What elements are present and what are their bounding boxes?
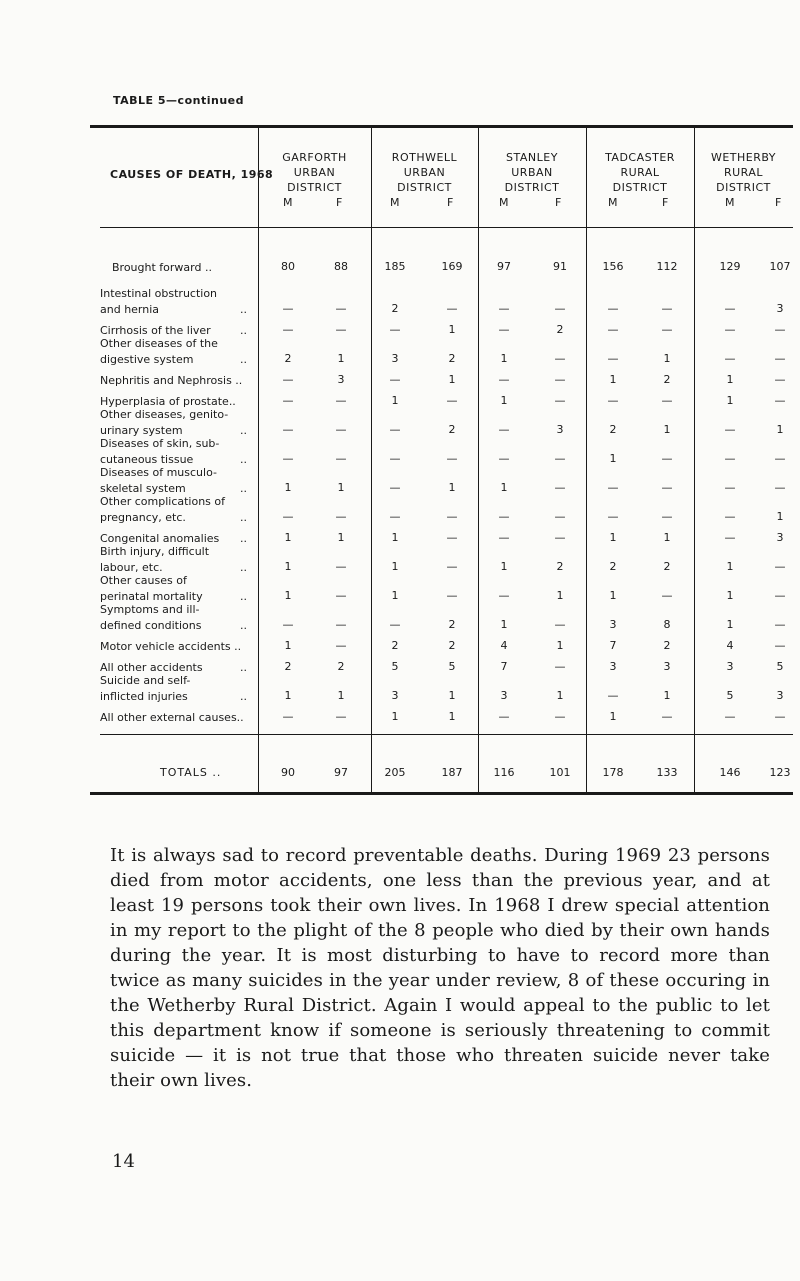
table-cell: 1 — [284, 589, 292, 602]
table-cell: 3 — [609, 618, 617, 631]
totals-cell: 187 — [441, 766, 463, 779]
table-cell: 1 — [726, 394, 734, 407]
table-cell: 1 — [284, 689, 292, 702]
cause-label-line: urinary system — [100, 424, 183, 437]
cause-label-line: Diseases of skin, sub- — [100, 437, 220, 450]
district-header — [258, 150, 371, 195]
table-cell: — — [724, 531, 736, 544]
table-cell: — — [389, 452, 401, 465]
table-cell: — — [498, 710, 510, 723]
table-cell: — — [607, 510, 619, 523]
table-cell: 1 — [284, 481, 292, 494]
table-cell: — — [446, 531, 458, 544]
table-cell: — — [554, 302, 566, 315]
cause-label — [100, 710, 270, 726]
table-cell: 7 — [609, 639, 617, 652]
table-cell: — — [335, 323, 347, 336]
district-header-line: WETHERBY — [710, 151, 777, 164]
table-cell: 3 — [337, 373, 345, 386]
totals-cell: 123 — [769, 766, 791, 779]
table-cell: — — [554, 618, 566, 631]
table-cell: 2 — [609, 560, 617, 573]
cause-label-line: All other external causes.. — [100, 711, 244, 724]
table-cell: — — [661, 589, 673, 602]
table-cell: 80 — [281, 260, 295, 273]
table-cell: — — [554, 531, 566, 544]
table-cell: 1 — [448, 481, 456, 494]
table-cell: 1 — [663, 531, 671, 544]
table-cell: — — [335, 394, 347, 407]
cause-label-line: pregnancy, etc. — [100, 511, 186, 524]
table-cell: 7 — [500, 660, 508, 673]
leader-dots: .. — [240, 303, 247, 316]
page-number: 14 — [112, 1151, 135, 1172]
table-cell: — — [661, 510, 673, 523]
table-cell: 2 — [284, 660, 292, 673]
cause-label-line: Symptoms and ill- — [100, 603, 200, 616]
table-cell: 3 — [663, 660, 671, 673]
table-cell: 1 — [726, 560, 734, 573]
table-cell: 4 — [726, 639, 734, 652]
table-cell: 1 — [609, 531, 617, 544]
leader-dots: .. — [240, 324, 247, 337]
table-cell: — — [774, 639, 786, 652]
col-divider-4 — [586, 128, 587, 792]
table-cell: 3 — [500, 689, 508, 702]
cause-label-line: Brought forward .. — [112, 261, 212, 274]
district-header-line: GARFORTH — [282, 151, 347, 164]
table-cell: 2 — [337, 660, 345, 673]
table-cell: — — [774, 373, 786, 386]
table-cell: 169 — [441, 260, 463, 273]
leader-dots: .. — [240, 690, 247, 703]
bottom-rule — [90, 792, 793, 795]
table-cell: 112 — [656, 260, 678, 273]
table-cell: — — [774, 618, 786, 631]
table-cell: — — [774, 560, 786, 573]
table-cell: 1 — [337, 481, 345, 494]
table-cell: — — [282, 423, 294, 436]
table-cell: 1 — [609, 452, 617, 465]
table-cell: — — [724, 352, 736, 365]
leader-dots: .. — [240, 661, 247, 674]
table-cell: — — [335, 510, 347, 523]
table-cell: — — [554, 660, 566, 673]
table-cell: 2 — [556, 323, 564, 336]
table-cell: — — [446, 510, 458, 523]
table-cell: — — [724, 710, 736, 723]
table-cell: — — [554, 373, 566, 386]
table-cell: — — [607, 352, 619, 365]
table-cell: — — [554, 452, 566, 465]
cause-label — [100, 436, 270, 468]
table-cell: — — [389, 510, 401, 523]
leader-dots: .. — [240, 482, 247, 495]
table-cell: — — [724, 452, 736, 465]
cause-label-line: digestive system — [100, 353, 194, 366]
table-cell: — — [498, 302, 510, 315]
cause-label-line: Suicide and self- — [100, 674, 191, 687]
cause-label — [100, 494, 270, 526]
table-cell: — — [335, 618, 347, 631]
cause-label-line: Other diseases, genito- — [100, 408, 229, 421]
col-divider-3 — [478, 128, 479, 792]
cause-label — [100, 336, 270, 368]
cause-label-line: Motor vehicle accidents .. — [100, 640, 242, 653]
table-cell: — — [607, 481, 619, 494]
table-cell: 91 — [553, 260, 567, 273]
table-cell: 1 — [448, 710, 456, 723]
cause-label-line: cutaneous tissue — [100, 453, 194, 466]
district-header-line: DISTRICT — [612, 181, 668, 194]
male-column-header: M — [608, 196, 618, 209]
table-cell: — — [498, 510, 510, 523]
table-cell: — — [389, 481, 401, 494]
female-column-header: F — [555, 196, 562, 209]
table-cell: 107 — [769, 260, 791, 273]
table-cell: — — [724, 423, 736, 436]
table-cell: 1 — [609, 710, 617, 723]
table-cell: — — [724, 481, 736, 494]
table-cell: — — [282, 618, 294, 631]
table-cell: 1 — [500, 481, 508, 494]
table-cell: 2 — [448, 352, 456, 365]
totals-cell: 146 — [719, 766, 741, 779]
table-cell: — — [335, 452, 347, 465]
table-cell: 1 — [776, 423, 784, 436]
table-cell: — — [335, 423, 347, 436]
table-cell: — — [446, 452, 458, 465]
leader-dots: .. — [240, 353, 247, 366]
table-cell: 8 — [663, 618, 671, 631]
table-cell: 3 — [776, 302, 784, 315]
totals-cell: 133 — [656, 766, 678, 779]
table-cell: — — [724, 323, 736, 336]
table-cell: — — [282, 394, 294, 407]
table-cell: 156 — [602, 260, 624, 273]
table-cell: 1 — [391, 589, 399, 602]
table-cell: 3 — [391, 352, 399, 365]
table-cell: 1 — [726, 373, 734, 386]
table-cell: — — [389, 423, 401, 436]
table-cell: 1 — [337, 689, 345, 702]
cause-label — [100, 639, 270, 655]
table-cell: 2 — [448, 639, 456, 652]
table-cell: 1 — [337, 531, 345, 544]
table-cell: 1 — [556, 639, 564, 652]
table-cell: — — [335, 560, 347, 573]
leader-dots: .. — [240, 424, 247, 437]
table-cell: 2 — [448, 618, 456, 631]
female-column-header: F — [336, 196, 343, 209]
cause-label — [100, 573, 270, 605]
table-cell: — — [498, 373, 510, 386]
table-cell: — — [607, 689, 619, 702]
table-cell: 1 — [500, 560, 508, 573]
table-cell: 1 — [726, 618, 734, 631]
district-header-line: DISTRICT — [716, 181, 771, 194]
table-cell: — — [498, 452, 510, 465]
female-column-header: F — [775, 196, 782, 209]
cause-label-line: Other complications of — [100, 495, 226, 508]
cause-label-line: labour, etc. — [100, 561, 163, 574]
table-cell: — — [282, 510, 294, 523]
table-cell: 3 — [609, 660, 617, 673]
table-cell: — — [774, 589, 786, 602]
table-cell: 2 — [663, 560, 671, 573]
table-cell: — — [335, 589, 347, 602]
table-cell: — — [607, 323, 619, 336]
totals-cell: 97 — [334, 766, 348, 779]
table-cell: — — [661, 302, 673, 315]
table-cell: — — [661, 323, 673, 336]
leader-dots: .. — [240, 532, 247, 545]
table-cell: — — [774, 394, 786, 407]
district-header — [586, 150, 694, 195]
table-title: TABLE 5—continued — [113, 94, 244, 107]
table-cell: — — [661, 394, 673, 407]
table-cell: 185 — [384, 260, 406, 273]
cause-label-line: Other diseases of the — [100, 337, 218, 350]
table-cell: — — [661, 481, 673, 494]
district-header-line: STANLEY — [506, 151, 558, 164]
cause-label-line: Congenital anomalies — [100, 532, 220, 545]
totals-cell: 116 — [493, 766, 515, 779]
cause-label — [112, 260, 282, 276]
cause-label — [100, 373, 270, 389]
table-cell: — — [554, 352, 566, 365]
district-header — [371, 150, 478, 195]
table-cell: — — [446, 302, 458, 315]
table-cell: — — [282, 302, 294, 315]
male-column-header: M — [283, 196, 293, 209]
female-column-header: F — [662, 196, 669, 209]
table-cell: 1 — [500, 618, 508, 631]
table-cell: — — [335, 302, 347, 315]
table-cell: 3 — [556, 423, 564, 436]
cause-label-line: perinatal mortality — [100, 590, 203, 603]
cause-label-line: Hyperplasia of prostate.. — [100, 395, 236, 408]
totals-cell: 205 — [384, 766, 406, 779]
district-header-line: DISTRICT — [287, 181, 342, 194]
table-cell: 1 — [391, 560, 399, 573]
district-header-line: RURAL — [620, 166, 660, 179]
table-cell: 1 — [663, 423, 671, 436]
table-cell: 5 — [776, 660, 784, 673]
table-cell: 1 — [663, 352, 671, 365]
table-cell: 1 — [609, 373, 617, 386]
leader-dots: .. — [240, 561, 247, 574]
table-cell: — — [282, 452, 294, 465]
table-cell: 1 — [284, 531, 292, 544]
table-cell: 2 — [663, 639, 671, 652]
table-cell: 1 — [776, 510, 784, 523]
table-cell: 2 — [556, 560, 564, 573]
table-cell: — — [661, 710, 673, 723]
district-header-line: URBAN — [403, 166, 446, 179]
table-cell: — — [446, 589, 458, 602]
cause-label-line: Intestinal obstruction — [100, 287, 218, 300]
table-cell: 1 — [556, 589, 564, 602]
table-cell: 1 — [663, 689, 671, 702]
table-cell: 1 — [500, 352, 508, 365]
district-header-line: DISTRICT — [397, 181, 452, 194]
cause-label-line: skeletal system — [100, 482, 186, 495]
table-cell: 2 — [391, 302, 399, 315]
table-cell: — — [282, 710, 294, 723]
cause-label-line: Nephritis and Nephrosis .. — [100, 374, 243, 387]
cause-label — [100, 602, 270, 634]
table-cell: 1 — [500, 394, 508, 407]
cause-label — [100, 407, 270, 439]
table-cell: 3 — [776, 531, 784, 544]
cause-label — [100, 286, 270, 318]
table-cell: — — [335, 710, 347, 723]
table-cell: — — [661, 452, 673, 465]
cause-label-line: Other causes of — [100, 574, 187, 587]
district-header-line: URBAN — [511, 166, 553, 179]
table-cell: — — [554, 394, 566, 407]
cause-label — [100, 465, 270, 497]
table-cell: — — [389, 323, 401, 336]
table-cell: 3 — [776, 689, 784, 702]
male-column-header: M — [390, 196, 400, 209]
table-cell: — — [774, 452, 786, 465]
table-cell: 1 — [391, 531, 399, 544]
table-cell: 1 — [448, 373, 456, 386]
table-cell: 5 — [726, 689, 734, 702]
table-cell: 2 — [663, 373, 671, 386]
table-cell: 1 — [391, 394, 399, 407]
female-column-header: F — [447, 196, 454, 209]
table-cell: — — [554, 481, 566, 494]
table-cell: — — [724, 510, 736, 523]
cause-label — [100, 673, 270, 705]
table-cell: — — [554, 510, 566, 523]
table-cell: 3 — [726, 660, 734, 673]
table-cell: 129 — [719, 260, 741, 273]
cause-label-line: Diseases of musculo- — [100, 466, 217, 479]
table-cell: — — [774, 352, 786, 365]
totals-cell: 90 — [281, 766, 295, 779]
district-header — [694, 150, 793, 195]
cause-label-line: and hernia — [100, 303, 160, 316]
table-cell: 1 — [726, 589, 734, 602]
table-cell: 1 — [284, 639, 292, 652]
leader-dots: .. — [240, 511, 247, 524]
table-cell: 1 — [391, 710, 399, 723]
table-cell: 2 — [609, 423, 617, 436]
table-cell: — — [774, 481, 786, 494]
table-cell: — — [498, 531, 510, 544]
table-cell: 5 — [448, 660, 456, 673]
table-cell: 97 — [497, 260, 511, 273]
table-cell: 3 — [391, 689, 399, 702]
cause-label-line: Cirrhosis of the liver — [100, 324, 211, 337]
table-cell: — — [607, 394, 619, 407]
table-cell: — — [607, 302, 619, 315]
body-paragraph: It is always sad to record preventable deaths. During 1969 23 persons died from motor accidents, one less than the previous year, and at least 19 persons took their own lives. In 1968 I drew special attention in my report to the plight of the 8 people who died by their own hands during the year. It is most disturbing to have to record more than twice as many suicides in the year under review, 8 of these occuring in the Wetherby Rural District. Again I would appeal to the public to let this department know if someone is seriously threatening to commit suicide — it is not true that those who threaten suicide never take their own lives. — [110, 845, 770, 1091]
table-cell: 1 — [284, 560, 292, 573]
table-cell: — — [554, 710, 566, 723]
table-cell: 88 — [334, 260, 348, 273]
cause-label — [100, 544, 270, 576]
table-cell: 1 — [337, 352, 345, 365]
table-cell: 4 — [500, 639, 508, 652]
table-cell: — — [774, 710, 786, 723]
leader-dots: .. — [240, 619, 247, 632]
cause-label-line: All other accidents — [100, 661, 203, 674]
male-column-header: M — [725, 196, 735, 209]
district-header-line: DISTRICT — [504, 181, 560, 194]
leader-dots: .. — [240, 590, 247, 603]
totals-rule — [100, 734, 793, 735]
table-cell: — — [389, 373, 401, 386]
totals-label: TOTALS .. — [160, 766, 222, 779]
table-cell: — — [774, 323, 786, 336]
table-cell: — — [498, 323, 510, 336]
table-cell: — — [446, 560, 458, 573]
header-rule — [100, 227, 793, 228]
totals-cell: 101 — [549, 766, 571, 779]
district-header-line: RURAL — [723, 166, 764, 179]
table-cell: 2 — [391, 639, 399, 652]
district-header-line: TADCASTER — [605, 151, 675, 164]
totals-cell: 178 — [602, 766, 624, 779]
male-column-header: M — [499, 196, 509, 209]
cause-label-line: inflicted injuries — [100, 690, 188, 703]
cause-label-line: Birth injury, difficult — [100, 545, 210, 558]
table-cell: 5 — [391, 660, 399, 673]
causes-header: CAUSES OF DEATH, 1968 — [110, 168, 274, 181]
district-header-line: URBAN — [293, 166, 336, 179]
table-cell: — — [335, 639, 347, 652]
table-cell: — — [498, 423, 510, 436]
table-cell: 1 — [448, 323, 456, 336]
table-cell: 1 — [448, 689, 456, 702]
table-cell: — — [724, 302, 736, 315]
cause-label-line: defined conditions — [100, 619, 202, 632]
table-cell: 1 — [609, 589, 617, 602]
table-cell: 2 — [448, 423, 456, 436]
top-rule — [90, 125, 793, 128]
district-header — [478, 150, 586, 195]
table-cell: — — [446, 394, 458, 407]
table-cell: — — [282, 323, 294, 336]
leader-dots: .. — [240, 453, 247, 466]
table-cell: — — [498, 589, 510, 602]
table-cell: 1 — [556, 689, 564, 702]
table-cell: 2 — [284, 352, 292, 365]
col-divider-5 — [694, 128, 695, 792]
district-header-line: ROTHWELL — [391, 151, 458, 164]
table-cell: — — [389, 618, 401, 631]
table-cell: — — [282, 373, 294, 386]
col-divider-2 — [371, 128, 372, 792]
